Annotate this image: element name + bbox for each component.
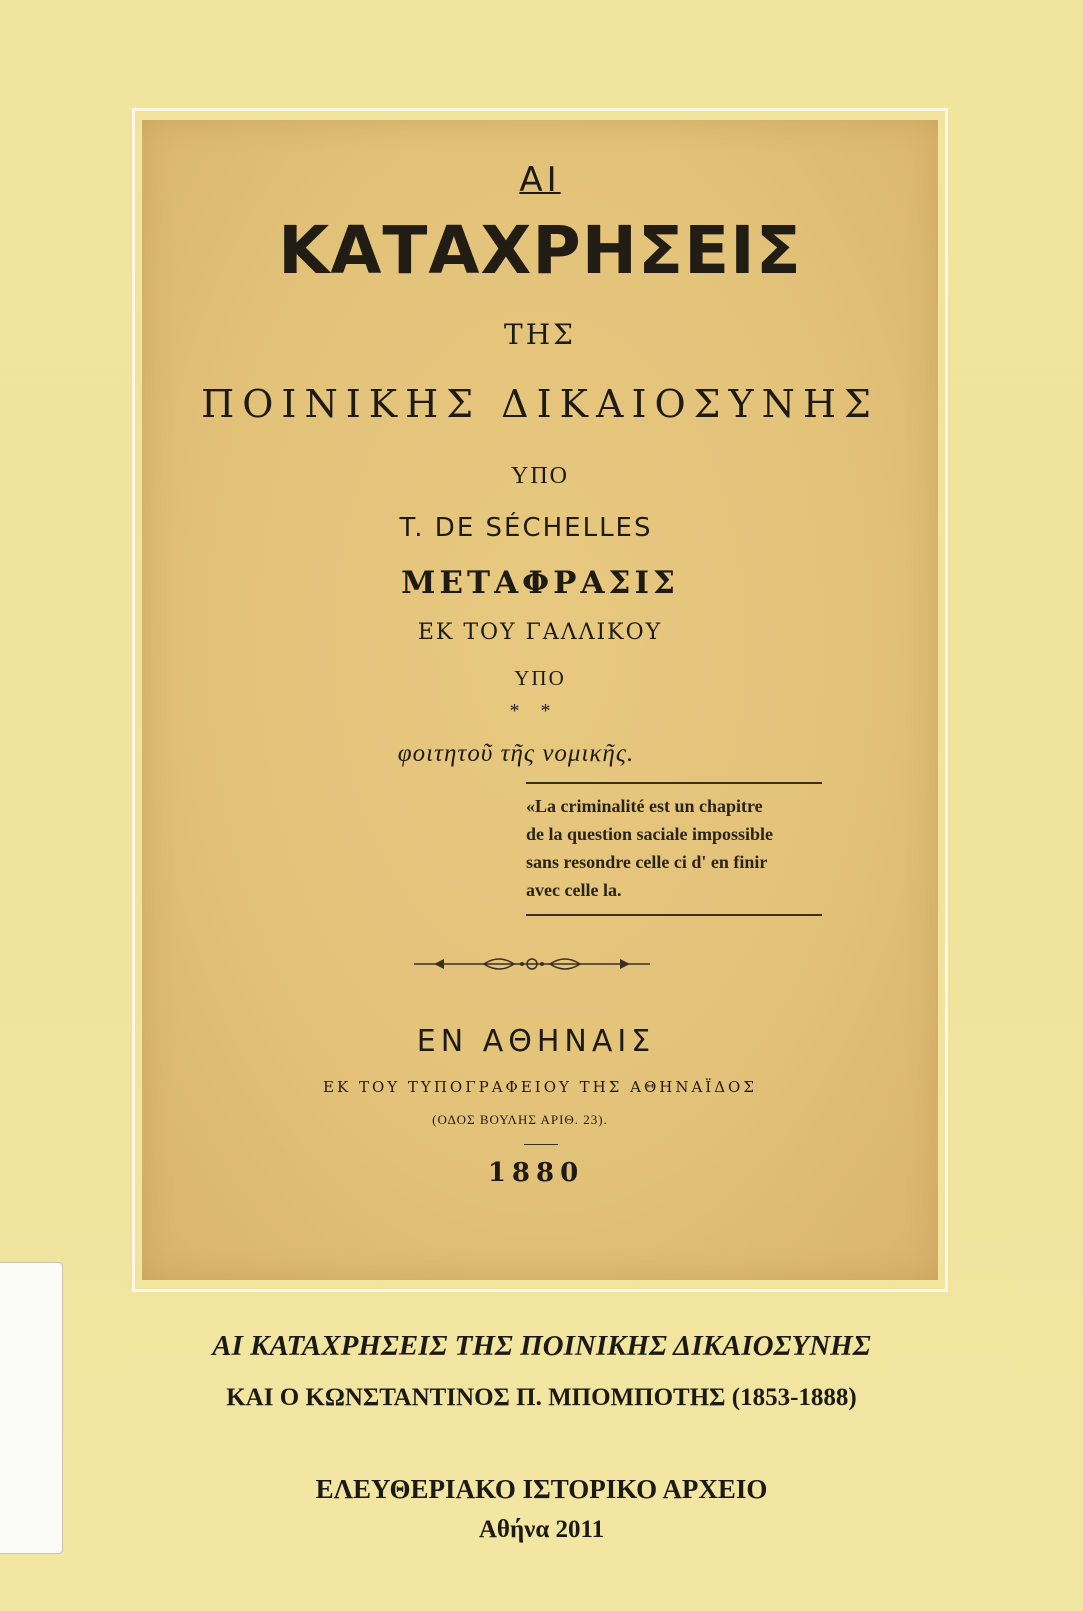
translator-description: φοιτητοῦ τῆς νομικῆς. [397,740,635,767]
printer-address: (ΟΔΟΣ ΒΟΥΛΗΣ ΑΡΙΘ. 23). [432,1112,608,1127]
epigraph-line: sans resondre celle ci d' en finir [526,852,768,872]
title-prefix: ΑΙ [519,160,561,200]
original-title-page [142,120,938,1280]
epigraph [526,782,822,916]
epigraph-line: de la question saciale impossible [526,824,774,844]
epigraph-line: «La criminalité est un chapitre [526,796,763,816]
by-line-2: ΥΠΟ [514,666,566,690]
publication-year: 1880 [487,1158,585,1188]
translation-heading: ΜΕΤΑΦΡΑΣΙΣ [401,565,679,601]
printer: ΕΚ ΤΟΥ ΤΥΠΟΓΡΑΦΕΙΟΥ ΤΗΣ ΑΘΗΝΑΪΔΟΣ [323,1078,757,1096]
epigraph-line: avec celle la. [526,880,622,900]
place-of-publication: ΕΝ ΑΘΗΝΑΙΣ [416,1024,656,1059]
subtitle: ΠΟΙΝΙΚΗΣ ΔΙΚΑΙΟΣΥΝΗΣ [201,382,879,426]
author-name: T. DE SÉCHELLES [399,513,653,543]
cover-title: ΑΙ ΚΑΤΑΧΡΗΣΕΙΣ ΤΗΣ ΠΟΙΝΙΚΗΣ ΔΙΚΑΙΟΣΥΝΗΣ [212,1330,871,1362]
cover-subtitle: ΚΑΙ Ο ΚΩΝΣΤΑΝΤΙΝΟΣ Π. ΜΠΟΜΠΟΤΗΣ (1853-1888) [226,1384,857,1411]
title-connector: ΤΗΣ [504,318,576,351]
ornament-divider [414,952,650,976]
publisher: ΕΛΕΥΘΕΡΙΑΚΟ ΙΣΤΟΡΙΚΟ ΑΡΧΕΙΟ [315,1474,768,1504]
main-title: ΚΑΤΑΧΡΗΣΕΙΣ [278,212,802,289]
by-line-1: ΥΠΟ [511,463,569,489]
source-language: ΕΚ ΤΟΥ ΓΑΛΛΙΚΟΥ [417,620,663,645]
publication-place-year: Αθήνα 2011 [478,1516,605,1543]
small-rule [524,1144,558,1145]
translator-asterisks: * * [509,700,559,722]
